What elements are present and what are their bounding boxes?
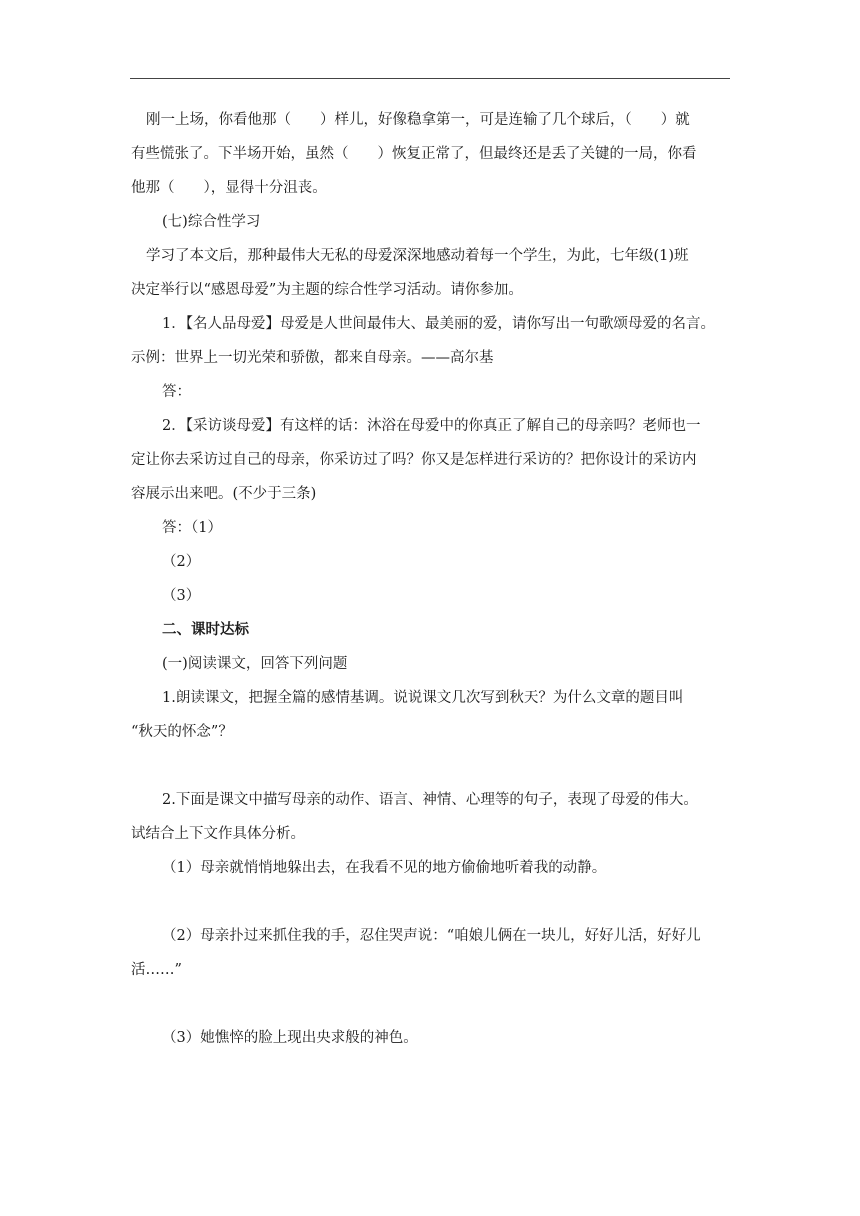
paragraph-line: 示例：世界上一切光荣和骄傲，都来自母亲。——高尔基: [131, 350, 494, 366]
paragraph-line: 有些慌张了。下半场开始，虽然（ ）恢复正常了，但最终还是丢了关键的一局，你看: [131, 146, 697, 162]
answer-label: （2）: [162, 554, 201, 570]
question-item: 2．【采访谈母爱】有这样的话：沐浴在母爱中的你真正了解自己的母亲吗？老师也一: [162, 418, 701, 434]
paragraph-line: 容展示出来吧。(不少于三条): [131, 486, 317, 502]
answer-label: （3）: [162, 588, 201, 604]
paragraph-line: 定让你去采访过自己的母亲，你采访过了吗？你又是怎样进行采访的？把你设计的采访内: [131, 452, 697, 468]
paragraph-line: 学习了本文后，那种最伟大无私的母爱深深地感动着每一个学生，为此，七年级(1)班: [146, 248, 689, 264]
question-item: 1．【名人品母爱】母爱是人世间最伟大、最美丽的爱，请你写出一句歌颂母爱的名言。: [162, 316, 715, 332]
section-heading: (七)综合性学习: [162, 214, 261, 230]
answer-label: 答：: [162, 384, 191, 400]
paragraph-line: 他那（ ），显得十分沮丧。: [131, 180, 327, 196]
section-title: 二、课时达标: [162, 622, 249, 638]
sub-question: （2）母亲扑过来抓住我的手，忍住哭声说：“咱娘儿俩在一块儿，好好儿活，好好儿: [162, 928, 701, 944]
header-rule: [130, 78, 730, 79]
section-heading: (一)阅读课文，回答下列问题: [162, 656, 348, 672]
question-item: 1.朗读课文，把握全篇的感情基调。说说课文几次写到秋天？为什么文章的题目叫: [162, 690, 684, 706]
paragraph-line: 活……”: [131, 962, 182, 978]
paragraph-line: “秋天的怀念”？: [131, 724, 233, 740]
paragraph-line: 刚一上场，你看他那（ ）样儿，好像稳拿第一，可是连输了几个球后，（ ）就: [146, 112, 690, 128]
question-item: 2.下面是课文中描写母亲的动作、语言、神情、心理等的句子，表现了母爱的伟大。: [162, 792, 698, 808]
sub-question: （3）她憔悴的脸上现出央求般的神色。: [162, 1030, 418, 1046]
paragraph-line: 决定举行以“感恩母爱”为主题的综合性学习活动。请你参加。: [131, 282, 523, 298]
paragraph-line: 试结合上下文作具体分析。: [131, 826, 305, 842]
sub-question: （1）母亲就悄悄地躲出去，在我看不见的地方偷偷地听着我的动静。: [162, 860, 607, 876]
answer-label: 答：（1）: [162, 520, 222, 536]
